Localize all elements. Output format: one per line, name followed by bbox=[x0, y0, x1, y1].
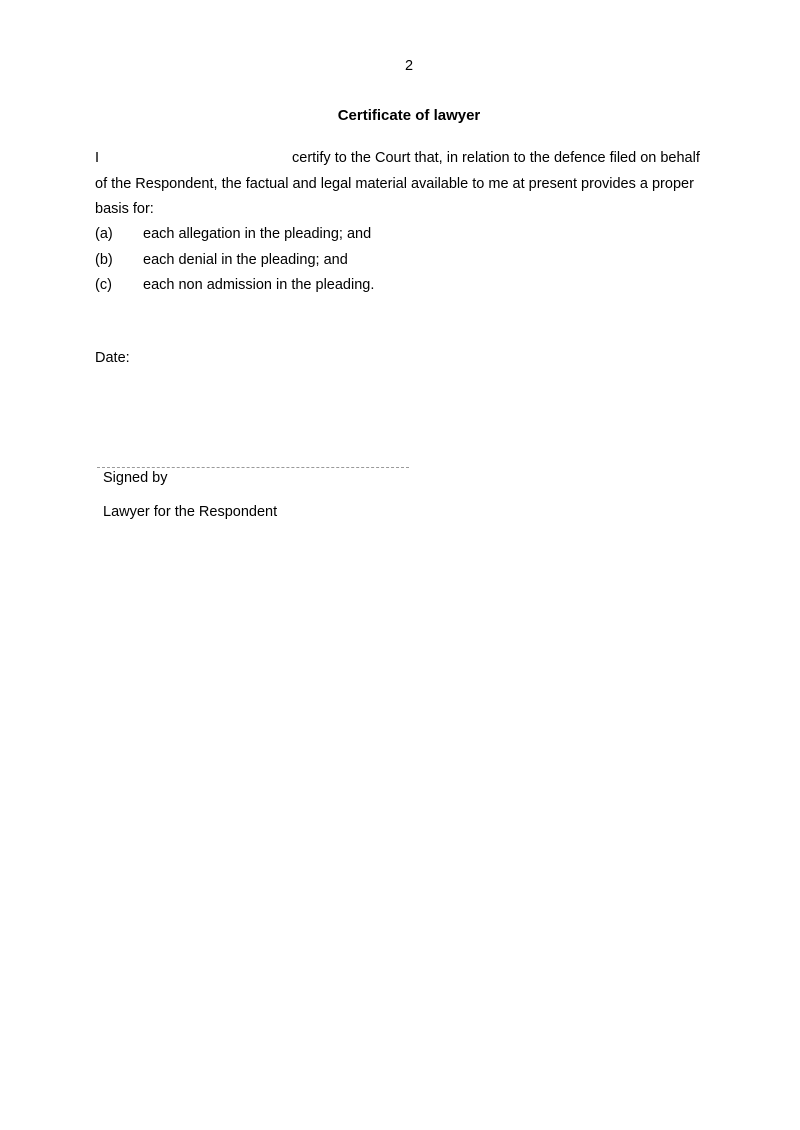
list-marker: (c) bbox=[95, 277, 112, 293]
signer-role: Lawyer for the Respondent bbox=[103, 504, 278, 520]
signature-line bbox=[97, 467, 409, 468]
certificate-paragraph bbox=[95, 146, 715, 223]
list-item bbox=[95, 248, 695, 274]
list-item-text: each allegation in the pleading; and bbox=[143, 226, 372, 242]
page-title: Certificate of lawyer bbox=[337, 107, 481, 124]
list-marker: (b) bbox=[95, 251, 113, 268]
list-item bbox=[95, 273, 695, 299]
certificate-text: certify to the Court that, in relation to the defence filed on behalf of the Respondent, the factual and legal material available to me at present provides a proper basis for: bbox=[95, 150, 700, 217]
list-item-text: each non admission in the pleading. bbox=[143, 277, 375, 293]
certificate-lead: I bbox=[95, 150, 100, 166]
list-item bbox=[95, 222, 695, 248]
list-marker: (a) bbox=[95, 226, 113, 242]
date-label: Date: bbox=[95, 350, 130, 366]
basis-list bbox=[95, 222, 695, 299]
list-item-text: each denial in the pleading; and bbox=[143, 251, 348, 268]
page-number: 2 bbox=[404, 58, 414, 74]
signed-by-label: Signed by bbox=[103, 470, 168, 486]
